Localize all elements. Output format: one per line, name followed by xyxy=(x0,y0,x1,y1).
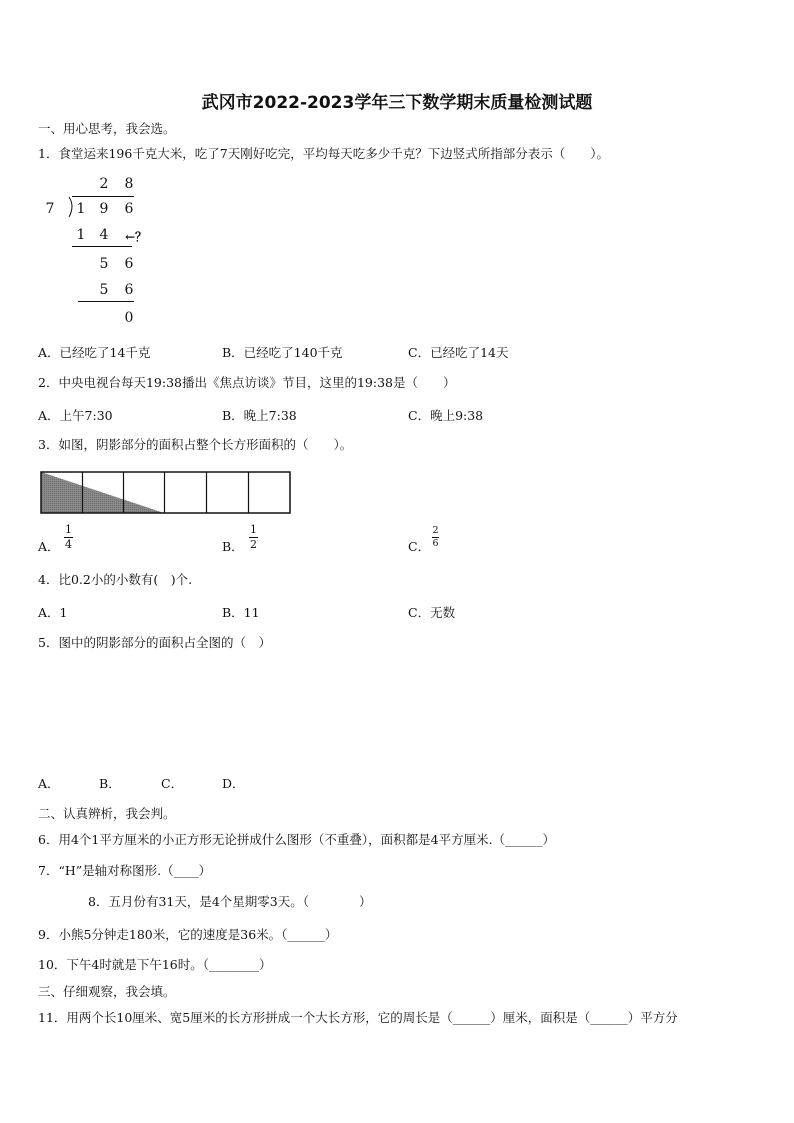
step2-digit: 6 xyxy=(124,256,134,272)
step1-digit: 4 xyxy=(99,227,109,243)
q2-option-a: A．上午7:30 xyxy=(38,408,113,423)
dividend-digit: 6 xyxy=(124,201,134,217)
question-3-text: 3．如图，阴影部分的面积占整个长方形面积的（ ）。 xyxy=(38,437,353,452)
denominator: 6 xyxy=(432,538,439,549)
q5-option-c: C． xyxy=(161,776,184,791)
step3-digit: 5 xyxy=(99,282,109,298)
step1-digit: 1 xyxy=(76,227,86,243)
q1-option-a: A．已经吃了14千克 xyxy=(38,345,151,360)
q3-shaded-rectangle-figure xyxy=(40,471,292,515)
shaded-triangle xyxy=(41,472,164,513)
q2-option-c: C．晚上9:38 xyxy=(408,408,484,423)
division-bar xyxy=(72,196,134,197)
section-heading-1: 一、用心思考，我会选。 xyxy=(38,121,176,136)
step2-digit: 5 xyxy=(99,256,109,272)
remainder-digit: 0 xyxy=(124,310,134,326)
question-4-text: 4．比0.2小的小数有( )个. xyxy=(38,572,193,587)
q3-option-c-fraction xyxy=(432,526,439,549)
question-9-text: 9．小熊5分钟走180米，它的速度是36米。（______） xyxy=(38,927,338,942)
question-7-text: 7．“H”是轴对称图形.（____） xyxy=(38,863,212,878)
step3-digit: 6 xyxy=(124,282,134,298)
q5-option-b: B． xyxy=(99,776,121,791)
section-heading-3: 三、仔细观察，我会填。 xyxy=(38,984,176,999)
denominator: 2 xyxy=(250,538,257,551)
quotient-digit: 2 xyxy=(99,176,109,192)
q1-option-c: C．已经吃了14天 xyxy=(408,345,509,360)
q3-option-b-label: B． xyxy=(222,539,244,554)
q4-option-a: A．1 xyxy=(38,605,68,620)
dividend-digit: 1 xyxy=(76,201,86,217)
question-6-text: 6．用4个1平方厘米的小正方形无论拼成什么图形（不重叠），面积都是4平方厘米.（______） xyxy=(38,832,556,847)
question-1-text: 1．食堂运来196千克大米，吃了7天刚好吃完，平均每天吃多少千克？下边竖式所指部分表示（ ）。 xyxy=(38,146,610,161)
question-8-text: 8．五月份有31天，是4个星期零3天。（ ） xyxy=(88,894,372,909)
q3-option-a-fraction xyxy=(64,524,73,551)
denominator: 4 xyxy=(65,538,72,551)
q3-option-b-fraction xyxy=(249,524,258,551)
section-heading-2: 二、认真辨析，我会判。 xyxy=(38,806,176,821)
q1-option-b: B．已经吃了140千克 xyxy=(222,345,343,360)
dividend-digit: 9 xyxy=(99,201,109,217)
q5-option-d: D． xyxy=(222,776,245,791)
question-10-text: 10．下午4时就是下午16时。（________） xyxy=(38,957,272,972)
q3-option-a-label: A． xyxy=(38,539,60,554)
question-11-text: 11．用两个长10厘米、宽5厘米的长方形拼成一个大长方形，它的周长是（______）厘米，面积是（______）平方分 xyxy=(38,1010,678,1025)
quotient-digit: 8 xyxy=(124,176,134,192)
numerator: 1 xyxy=(250,523,257,536)
subtraction-line xyxy=(72,246,132,247)
q5-option-a: A． xyxy=(38,776,60,791)
q4-option-c: C．无数 xyxy=(408,605,456,620)
pointer-arrow: ←？ xyxy=(125,230,148,244)
subtraction-line xyxy=(78,301,134,302)
q2-option-b: B．晚上7:38 xyxy=(222,408,297,423)
question-2-text: 2．中央电视台每天19:38播出《焦点访谈》节目，这里的19:38是（ ） xyxy=(38,375,456,390)
question-5-text: 5．图中的阴影部分的面积占全图的（ ） xyxy=(38,635,271,650)
q4-option-b: B．11 xyxy=(222,605,260,620)
divisor-digit: 7 xyxy=(45,201,55,217)
page-title: 武冈市2022-2023学年三下数学期末质量检测试题 xyxy=(201,93,593,113)
numerator: 2 xyxy=(432,525,439,536)
q3-option-c-label: C． xyxy=(408,539,431,554)
numerator: 1 xyxy=(65,523,72,536)
